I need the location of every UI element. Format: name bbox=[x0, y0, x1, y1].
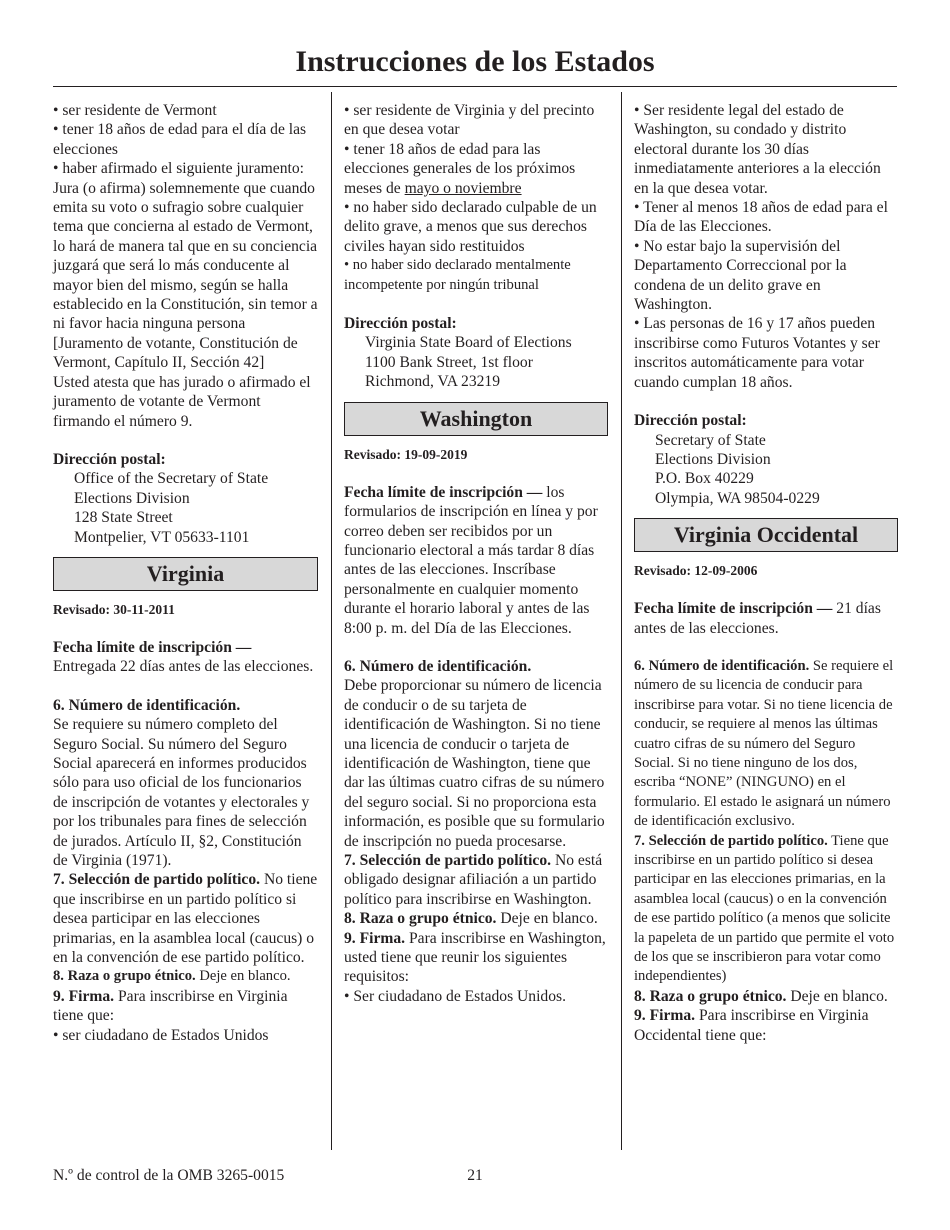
address-line: Office of the Secretary of State bbox=[74, 470, 269, 488]
party-selection bbox=[344, 851, 608, 909]
washington-requirement: • Las personas de 16 y 17 años pueden inscribirse como Futuros Votantes y ser inscritos automáticamente para votar cuando cumplan 18 años. bbox=[634, 315, 880, 391]
signature-label: 9. Firma. bbox=[344, 929, 406, 947]
vermont-attestation: Usted atesta que has jurado o afirmado el juramento de votante de Vermont firmando el número 9. bbox=[53, 373, 311, 430]
vermont-requirement: • tener 18 años de edad para el día de las elecciones bbox=[53, 121, 307, 158]
race-group bbox=[634, 987, 898, 1006]
state-heading-washington: Washington bbox=[344, 402, 608, 436]
deadline-text: 21 días antes de las elecciones. bbox=[634, 600, 881, 637]
age-requirement-text: • tener 18 años de edad para las elecciones generales de los próximos meses de bbox=[344, 140, 576, 197]
state-heading-virginia: Virginia bbox=[53, 557, 318, 591]
id-number-text: Se requiere el número de su licencia de conducir para inscribirse para votar. Si no tiene licencia de conducir, se requiere al menos las últimas cuatro cifras de su número del Seguro Social. Si no tiene ninguno de los dos, escriba “NONE” (NINGUNO) en el formulario. El estado le asignará un número de identificación exclusivo. bbox=[634, 657, 894, 830]
deadline bbox=[344, 483, 608, 638]
party-label: 7. Selección de partido político. bbox=[53, 871, 261, 889]
signature-text: Para inscribirse en Virginia Occidental tiene que: bbox=[634, 1007, 869, 1044]
washington-requirement: • No estar bajo la supervisión del Departamento Correccional por la condena de un delito grave en Washington. bbox=[634, 237, 847, 314]
party-text: No tiene que inscribirse en un partido político si desea participar en las elecciones primarias, en la asamblea local (caucus) o en la convención de ese partido político. bbox=[53, 871, 318, 967]
deadline bbox=[634, 599, 898, 638]
party-text: No está obligado designar afiliación a un partido político para inscribirse en Washington. bbox=[344, 852, 603, 908]
virginia-requirement: • no haber sido declarado mentalmente incompetente por ningún tribunal bbox=[344, 257, 571, 293]
omb-control-number: N.º de control de la OMB 3265-0015 bbox=[53, 1167, 285, 1184]
id-number bbox=[634, 657, 898, 832]
address-line: P.O. Box 40229 bbox=[655, 470, 754, 488]
id-number-text: Se requiere su número completo del Seguro Social. Su número del Seguro Social aparecerá en informes producidos sólo para uso oficial de los funcionarios de inscripción de votantes y electorales y por los tribunales para fines de selección de jurados. Artículo II, §2, Constitución de Virginia (1971). bbox=[53, 716, 310, 869]
id-number-text: Debe proporcionar su número de licencia de conducir o de su tarjeta de identificación de Washington. Si no tiene una licencia de conducir o tarjeta de identificación de Washington, tiene que dar las últimas cuatro cifras de su número del seguro social. Si no proporciona esta información, es posible que su formulario de inscripción no pueda procesarse. bbox=[344, 677, 605, 850]
party-selection bbox=[53, 870, 318, 967]
vermont-address-label: Dirección postal: bbox=[53, 450, 166, 468]
deadline-label: Fecha límite de inscripción — bbox=[634, 600, 833, 618]
virginia-requirement: • ser residente de Virginia y del precinto en que desea votar bbox=[344, 102, 595, 139]
column-virginia-washington bbox=[344, 101, 608, 1006]
revised-date: Revisado: 19-09-2019 bbox=[344, 446, 468, 462]
deadline-label: Fecha límite de inscripción — bbox=[53, 638, 252, 656]
revised-date: Revisado: 12-09-2006 bbox=[634, 563, 758, 579]
party-text: Tiene que inscribirse en un partido político si desea participar en las elecciones primarias, en la asamblea local (caucus) o en la convención de ese partido político (a menos que solicite la papeleta de un partido que permite el voto de los que se inscribieron para votar como independientes) bbox=[634, 832, 895, 985]
virginia-requirement bbox=[344, 140, 608, 198]
washington-address-label: Dirección postal: bbox=[634, 412, 747, 430]
deadline-text: los formularios de inscripción en línea y por correo deben ser recibidos por un funcionario electoral a más tardar 8 días antes de las elecciones. Inscríbase personalmente en cualquier momento durante el horario laboral y antes de las 8:00 p. m. del Día de las Elecciones. bbox=[344, 483, 598, 637]
address-line: Secretary of State bbox=[655, 431, 766, 449]
address-line: Richmond, VA 23219 bbox=[365, 373, 501, 391]
washington-address bbox=[634, 431, 898, 509]
revised-date: Revisado: 30-11-2011 bbox=[53, 601, 175, 617]
race-text: Deje en blanco. bbox=[790, 987, 888, 1005]
party-label: 7. Selección de partido político. bbox=[344, 852, 552, 869]
race-text: Deje en blanco. bbox=[199, 968, 291, 985]
id-number-label: 6. Número de identificación. bbox=[53, 696, 241, 714]
race-label: 8. Raza o grupo étnico. bbox=[344, 910, 497, 928]
virginia-requirement: • ser ciudadano de Estados Unidos bbox=[53, 1026, 269, 1044]
title-rule bbox=[53, 86, 897, 87]
race-text: Deje en blanco. bbox=[500, 910, 598, 928]
id-number-label: 6. Número de identificación. bbox=[634, 657, 810, 674]
address-line: Montpelier, VT 05633-1101 bbox=[74, 528, 250, 546]
party-selection bbox=[634, 832, 898, 987]
address-line: 128 State Street bbox=[74, 509, 173, 527]
virginia-address bbox=[344, 333, 608, 391]
race-label: 8. Raza o grupo étnico. bbox=[53, 968, 196, 985]
signature-label: 9. Firma. bbox=[634, 1007, 696, 1025]
address-line: Olympia, WA 98504-0229 bbox=[655, 489, 820, 507]
race-group bbox=[53, 967, 318, 986]
virginia-requirement: • no haber sido declarado culpable de un delito grave, a menos que sus derechos civiles hayan sido restituidos bbox=[344, 199, 597, 255]
signature-text: Para inscribirse en Virginia tiene que: bbox=[53, 987, 288, 1025]
age-requirement-months: mayo o noviembre bbox=[404, 179, 522, 197]
deadline bbox=[53, 638, 318, 677]
vermont-requirement: • haber afirmado el siguiente juramento: Jura (o afirma) solemnemente que cuando emita su voto o sufragio sobre cualquier tema que concierna al estado de Vermont, lo hará de manera tal que en su conciencia juzgará que será lo más conducente al mayor bien del mismo, según se halla establecido en la Constitución, sin temor a ni favor hacia ninguna persona [Juramento de votante, Constitución de Vermont, Capítulo II, Sección 42] bbox=[53, 160, 318, 372]
page-number: 21 bbox=[467, 1167, 483, 1184]
signature bbox=[634, 1006, 898, 1045]
column-vermont-virginia bbox=[53, 101, 318, 1045]
address-line: Elections Division bbox=[655, 450, 771, 468]
column-washington-west-virginia bbox=[634, 101, 898, 1045]
vermont-requirement: • ser residente de Vermont bbox=[53, 102, 217, 119]
deadline-text: Entregada 22 días antes de las elecciones. bbox=[53, 658, 314, 676]
signature-text: Para inscribirse en Washington, usted tiene que reunir los siguientes requisitos: bbox=[344, 929, 606, 986]
signature bbox=[344, 929, 608, 987]
party-label: 7. Selección de partido político. bbox=[634, 832, 828, 849]
signature-label: 9. Firma. bbox=[53, 987, 115, 1005]
race-label: 8. Raza o grupo étnico. bbox=[634, 987, 787, 1005]
address-line: 1100 Bank Street, 1st floor bbox=[365, 353, 533, 371]
washington-requirement: • Tener al menos 18 años de edad para el Día de las Elecciones. bbox=[634, 199, 888, 236]
page-title: Instrucciones de los Estados bbox=[295, 45, 655, 78]
address-line: Elections Division bbox=[74, 489, 190, 507]
washington-requirement: • Ser ciudadano de Estados Unidos. bbox=[344, 987, 566, 1005]
race-group bbox=[344, 909, 608, 928]
address-line: Virginia State Board of Elections bbox=[365, 334, 572, 352]
id-number-label: 6. Número de identificación. bbox=[344, 657, 532, 675]
signature bbox=[53, 987, 318, 1026]
column-divider bbox=[331, 92, 332, 1150]
washington-requirement: • Ser residente legal del estado de Washington, su condado y distrito electoral durante los 30 días inmediatamente anteriores a la elección en la que desea votar. bbox=[634, 102, 881, 197]
vermont-address bbox=[53, 469, 318, 547]
column-divider bbox=[621, 92, 622, 1150]
deadline-label: Fecha límite de inscripción — bbox=[344, 483, 543, 501]
virginia-address-label: Dirección postal: bbox=[344, 315, 457, 333]
state-heading-west-virginia: Virginia Occidental bbox=[634, 518, 898, 552]
